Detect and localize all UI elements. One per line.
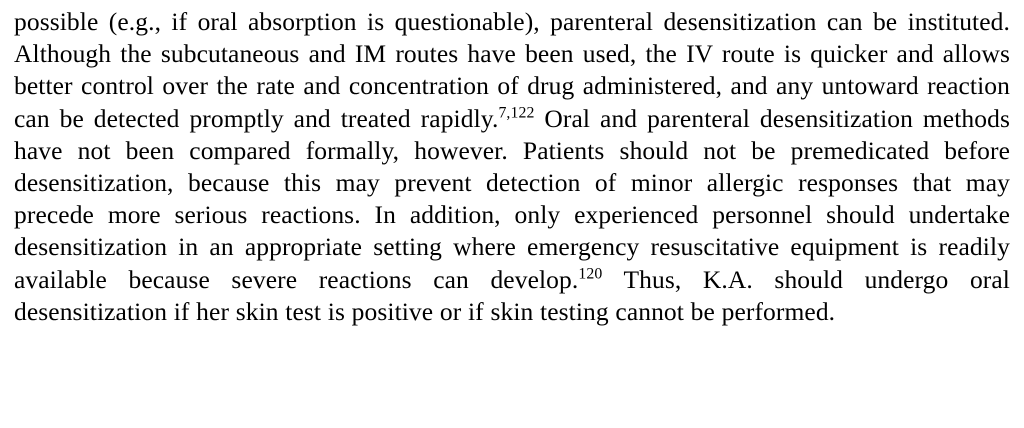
footnote-reference-1: 7,122 — [498, 104, 535, 122]
paragraph-segment-text-2: Oral and parenteral desensitization methods have not been compared formally, however. Patients should not be premedicated before desensitization, because this may prevent detection of minor allergic responses that may precede more serious reactions. In addition, only experienced personnel should undertake desensitization in an appropriate setting where emergency resuscitative equipment is readily available because severe reactions can develop. — [14, 103, 1010, 294]
body-paragraph — [14, 6, 1010, 328]
paragraph-segment-text-3: Thus, K.A. should undergo oral desensitization if her skin test is positive or if skin testing cannot be performed. — [14, 264, 1010, 326]
paragraph-segment-text-1: possible (e.g., if oral absorption is questionable), parenteral desensitization can be instituted. Although the subcutaneous and IM routes have been used, the IV route is quicker and allows better control over the rate and concentration of drug administered, and any untoward reaction can be detected promptly and treated rapidly. — [14, 7, 1010, 133]
footnote-reference-2: 120 — [578, 265, 603, 283]
